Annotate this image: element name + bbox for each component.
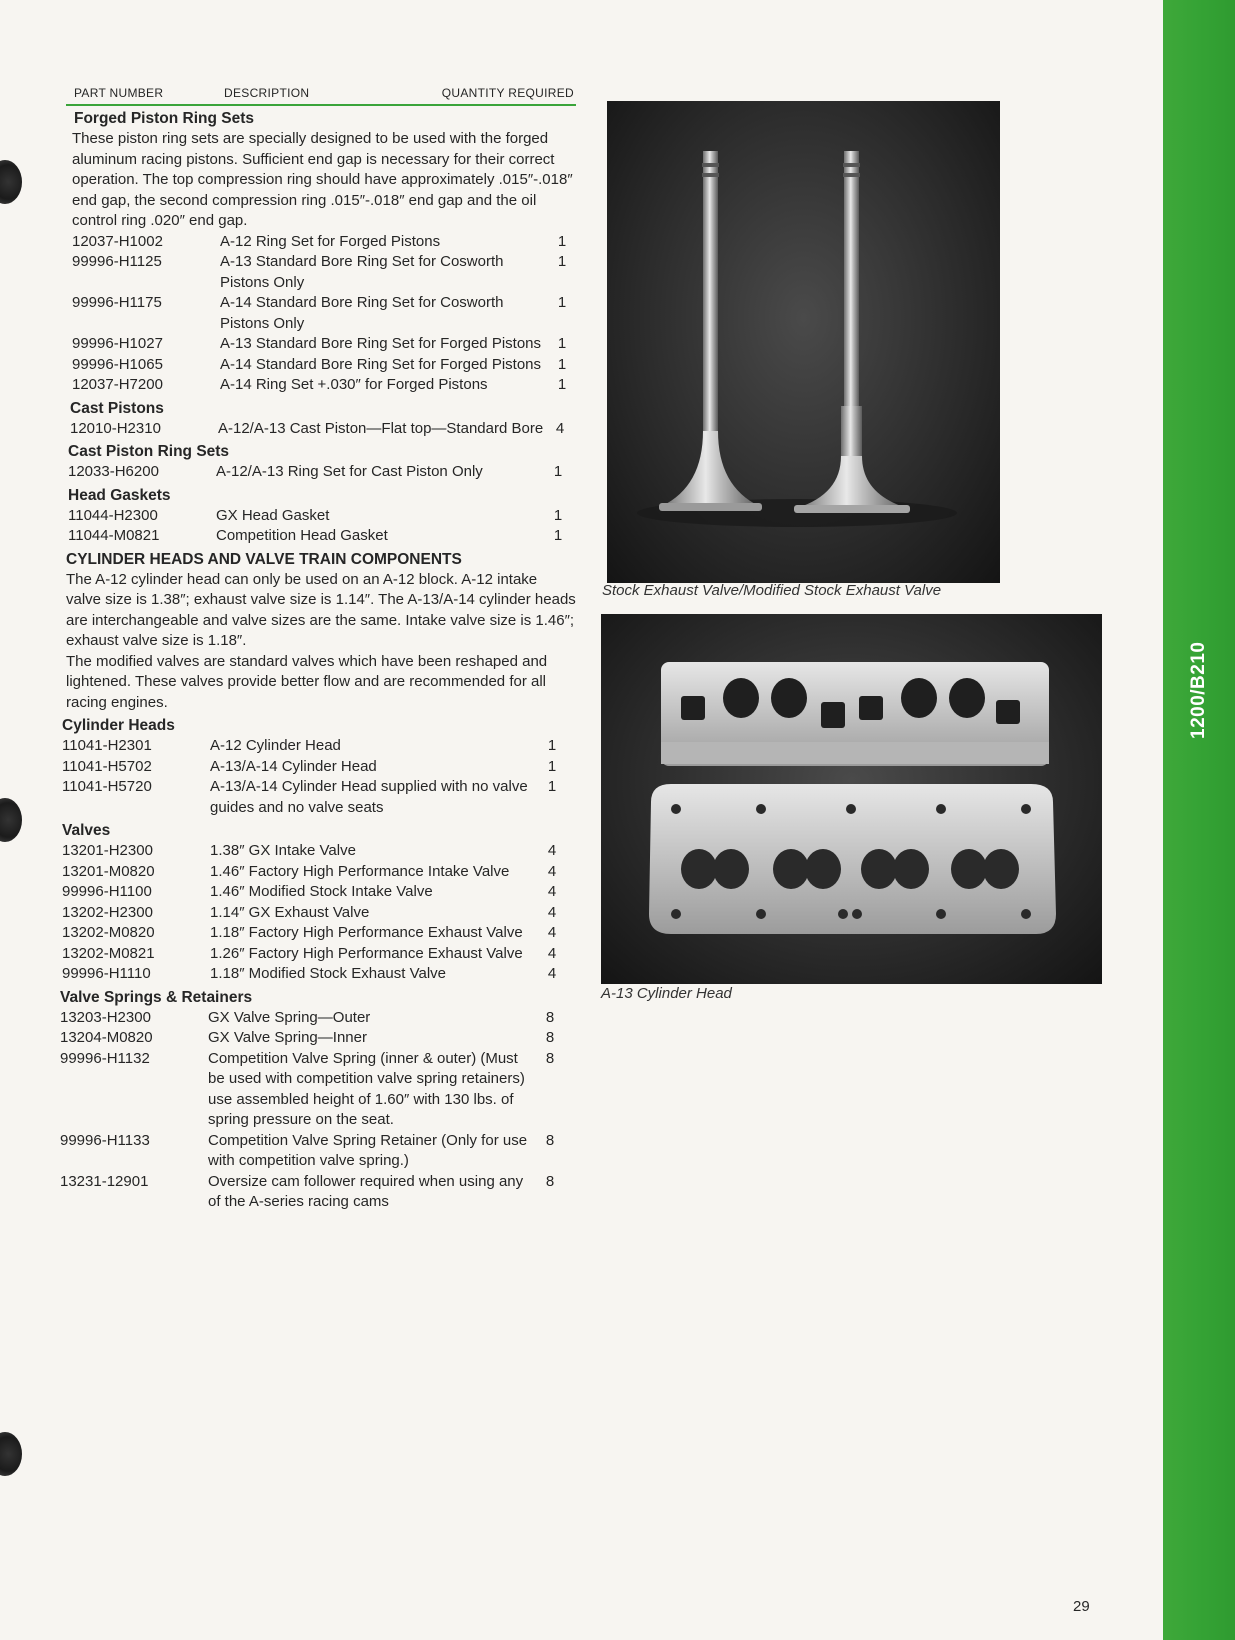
part-row xyxy=(62,903,576,924)
part-row xyxy=(62,736,576,757)
part-number: 99996-H1027 xyxy=(72,335,163,352)
part-number: 13202-M0821 xyxy=(62,944,155,962)
part-number: 12037-H1002 xyxy=(72,232,163,250)
valves-photo xyxy=(607,101,1000,583)
part-row xyxy=(68,506,576,527)
section-title-valves: Valves xyxy=(62,822,111,839)
part-description: A-12 Ring Set for Forged Pistons xyxy=(220,232,441,250)
part-number: 13202-H2300 xyxy=(62,903,153,921)
part-quantity: 4 xyxy=(547,924,557,941)
header-description: DESCRIPTION xyxy=(224,86,310,100)
section-title-cast-pistons: Cast Pistons xyxy=(70,399,164,417)
part-number: 13202-M0820 xyxy=(62,924,155,941)
part-quantity: 8 xyxy=(545,1049,555,1067)
part-row xyxy=(60,1028,576,1049)
forged-rings-list xyxy=(72,232,576,396)
part-description: 1.38″ GX Intake Valve xyxy=(210,842,356,859)
part-row xyxy=(60,1131,576,1172)
part-row xyxy=(72,375,576,396)
part-number: 12033-H6200 xyxy=(68,463,159,480)
part-description: Oversize cam follower required when using any of the A-series racing cams xyxy=(208,1172,524,1210)
part-description: A-14 Standard Bore Ring Set for Cosworth Pistons Only xyxy=(220,294,504,332)
part-row xyxy=(60,1172,576,1213)
part-quantity: 8 xyxy=(545,1131,555,1149)
part-number: 11041-H5702 xyxy=(62,757,152,775)
part-row xyxy=(60,1049,576,1131)
part-quantity: 4 xyxy=(555,419,565,437)
part-description: A-13/A-14 Cylinder Head xyxy=(210,757,377,775)
part-quantity: 8 xyxy=(545,1172,555,1190)
binder-hole xyxy=(0,1432,22,1476)
part-quantity: 4 xyxy=(547,842,557,859)
part-row xyxy=(62,757,576,778)
part-row xyxy=(68,462,576,483)
valves-photo-caption: Stock Exhaust Valve/Modified Stock Exhaust Valve xyxy=(602,582,942,599)
cylinder-heads-list xyxy=(62,736,576,818)
part-quantity: 1 xyxy=(557,376,567,393)
part-description: Competition Valve Spring (inner & outer) (Must be used with competition valve spring retainers) use assembled height of 1.60″ with 130 lbs. of spring pressure on the seat. xyxy=(208,1049,525,1128)
part-quantity: 1 xyxy=(557,335,567,352)
part-quantity: 4 xyxy=(547,965,557,982)
part-quantity: 1 xyxy=(557,355,567,373)
header-part-number: PART NUMBER xyxy=(74,86,164,100)
part-number: 99996-H1175 xyxy=(72,294,162,311)
header-quantity: QUANTITY REQUIRED xyxy=(441,86,574,100)
part-number: 13204-M0820 xyxy=(60,1029,153,1046)
cylinder-section-text-2: The modified valves are standard valves which have been reshaped and lightened. These valves provide better flow and are recommended for all racing engines. xyxy=(66,652,548,711)
part-description: GX Valve Spring—Outer xyxy=(208,1008,371,1026)
part-row xyxy=(72,355,576,376)
part-number: 13231-12901 xyxy=(60,1172,149,1190)
part-description: A-12/A-13 Ring Set for Cast Piston Only xyxy=(216,463,483,480)
part-description: A-13 Standard Bore Ring Set for Cosworth Pistons Only xyxy=(220,253,504,291)
part-description: 1.46″ Factory High Performance Intake Valve xyxy=(210,862,510,880)
part-number: 11044-M0821 xyxy=(68,527,160,544)
side-tab-label: 1200/B210 xyxy=(1188,641,1209,739)
part-row xyxy=(72,334,576,355)
part-description: 1.26″ Factory High Performance Exhaust Valve xyxy=(210,944,523,962)
part-number: 99996-H1065 xyxy=(72,355,163,373)
part-quantity: 4 xyxy=(547,883,557,900)
part-quantity: 4 xyxy=(547,862,557,880)
part-number: 12037-H7200 xyxy=(72,376,163,393)
part-row xyxy=(62,882,576,903)
part-quantity: 8 xyxy=(545,1029,555,1046)
exhaust-valves-image xyxy=(607,101,1000,583)
valve-springs-list xyxy=(60,1008,576,1213)
part-description: Competition Valve Spring Retainer (Only for use with competition valve spring.) xyxy=(208,1131,528,1169)
section-title-cylinder-heads-valve-train: CYLINDER HEADS AND VALVE TRAIN COMPONENTS xyxy=(66,550,462,568)
part-description: A-12/A-13 Cast Piston—Flat top—Standard Bore xyxy=(218,419,544,437)
forged-rings-text: These piston ring sets are specially designed to be used with the forged aluminum racing pistons. Sufficient end gap is necessary for their correct operation. The top compression ring should have approximately .015″-.018″ end gap, the second compression ring .015″-.018″ end gap and the oil control ring .020″ end gap. xyxy=(72,130,573,229)
part-description: 1.46″ Modified Stock Intake Valve xyxy=(210,883,433,900)
part-quantity: 1 xyxy=(547,757,557,775)
part-row xyxy=(72,232,576,253)
part-description: A-12 Cylinder Head xyxy=(210,737,341,754)
section-title-head-gaskets: Head Gaskets xyxy=(68,486,171,504)
part-description: Competition Head Gasket xyxy=(216,527,388,544)
part-number: 11041-H2301 xyxy=(62,737,152,754)
parts-list xyxy=(60,86,576,1213)
part-quantity: 1 xyxy=(557,232,567,250)
part-number: 99996-H1110 xyxy=(62,965,151,982)
part-number: 99996-H1133 xyxy=(60,1131,150,1149)
part-row xyxy=(62,777,576,818)
part-quantity: 1 xyxy=(553,463,563,480)
part-row xyxy=(62,862,576,883)
part-number: 11044-H2300 xyxy=(68,506,158,524)
part-quantity: 1 xyxy=(547,778,557,795)
part-description: A-14 Standard Bore Ring Set for Forged Pistons xyxy=(220,355,542,373)
part-quantity: 8 xyxy=(545,1008,555,1026)
part-quantity: 1 xyxy=(553,527,563,544)
part-row xyxy=(70,419,576,440)
cast-pistons-list xyxy=(70,419,576,440)
cylinder-head-image xyxy=(601,614,1102,984)
part-description: GX Head Gasket xyxy=(216,506,330,524)
cylinder-section-text-1: The A-12 cylinder head can only be used on an A-12 block. A-12 intake valve size is 1.38″; exhaust valve size is 1.14″. The A-13/A-14 cylinder heads are interchangeable and valve sizes are the same. Intake valve size is 1.46″; exhaust valve size is 1.18″. xyxy=(66,570,576,649)
part-number: 99996-H1132 xyxy=(60,1049,150,1067)
part-number: 99996-H1125 xyxy=(72,253,162,270)
page-number: 29 xyxy=(1073,1598,1090,1615)
cylinder-head-photo xyxy=(601,614,1102,984)
part-quantity: 4 xyxy=(547,944,557,962)
part-description: GX Valve Spring—Inner xyxy=(208,1029,367,1046)
binder-hole xyxy=(0,798,22,842)
part-number: 99996-H1100 xyxy=(62,883,152,900)
section-side-tab xyxy=(1163,0,1235,1640)
part-number: 11041-H5720 xyxy=(62,778,152,795)
head-gaskets-list xyxy=(68,506,576,547)
cylinder-head-photo-caption: A-13 Cylinder Head xyxy=(601,985,732,1002)
binder-hole xyxy=(0,160,22,204)
part-description: A-13 Standard Bore Ring Set for Forged Pistons xyxy=(220,335,542,352)
part-quantity: 1 xyxy=(557,294,567,311)
cast-rings-list xyxy=(68,462,576,483)
part-row xyxy=(72,293,576,334)
part-row xyxy=(60,1008,576,1029)
part-row xyxy=(62,923,576,944)
part-row xyxy=(68,526,576,547)
part-row xyxy=(62,964,576,985)
part-row xyxy=(62,944,576,965)
section-title-cast-rings: Cast Piston Ring Sets xyxy=(68,443,230,460)
part-quantity: 1 xyxy=(557,253,567,270)
part-description: 1.14″ GX Exhaust Valve xyxy=(210,903,370,921)
part-description: 1.18″ Modified Stock Exhaust Valve xyxy=(210,965,446,982)
part-description: A-13/A-14 Cylinder Head supplied with no valve guides and no valve seats xyxy=(210,778,528,816)
part-row xyxy=(62,841,576,862)
part-description: A-14 Ring Set +.030″ for Forged Pistons xyxy=(220,376,488,393)
part-number: 13203-H2300 xyxy=(60,1008,151,1026)
part-quantity: 4 xyxy=(547,903,557,921)
section-title-cylinder-heads: Cylinder Heads xyxy=(62,717,175,734)
column-header xyxy=(66,86,576,106)
section-title-valve-springs: Valve Springs & Retainers xyxy=(60,988,253,1006)
part-quantity: 1 xyxy=(547,737,557,754)
part-quantity: 1 xyxy=(553,506,563,524)
part-number: 13201-H2300 xyxy=(62,842,153,859)
part-row xyxy=(72,252,576,293)
part-number: 12010-H2310 xyxy=(70,419,161,437)
part-number: 13201-M0820 xyxy=(62,862,155,880)
part-description: 1.18″ Factory High Performance Exhaust Valve xyxy=(210,924,523,941)
valves-list xyxy=(62,841,576,985)
section-title-forged-rings: Forged Piston Ring Sets xyxy=(74,110,254,127)
